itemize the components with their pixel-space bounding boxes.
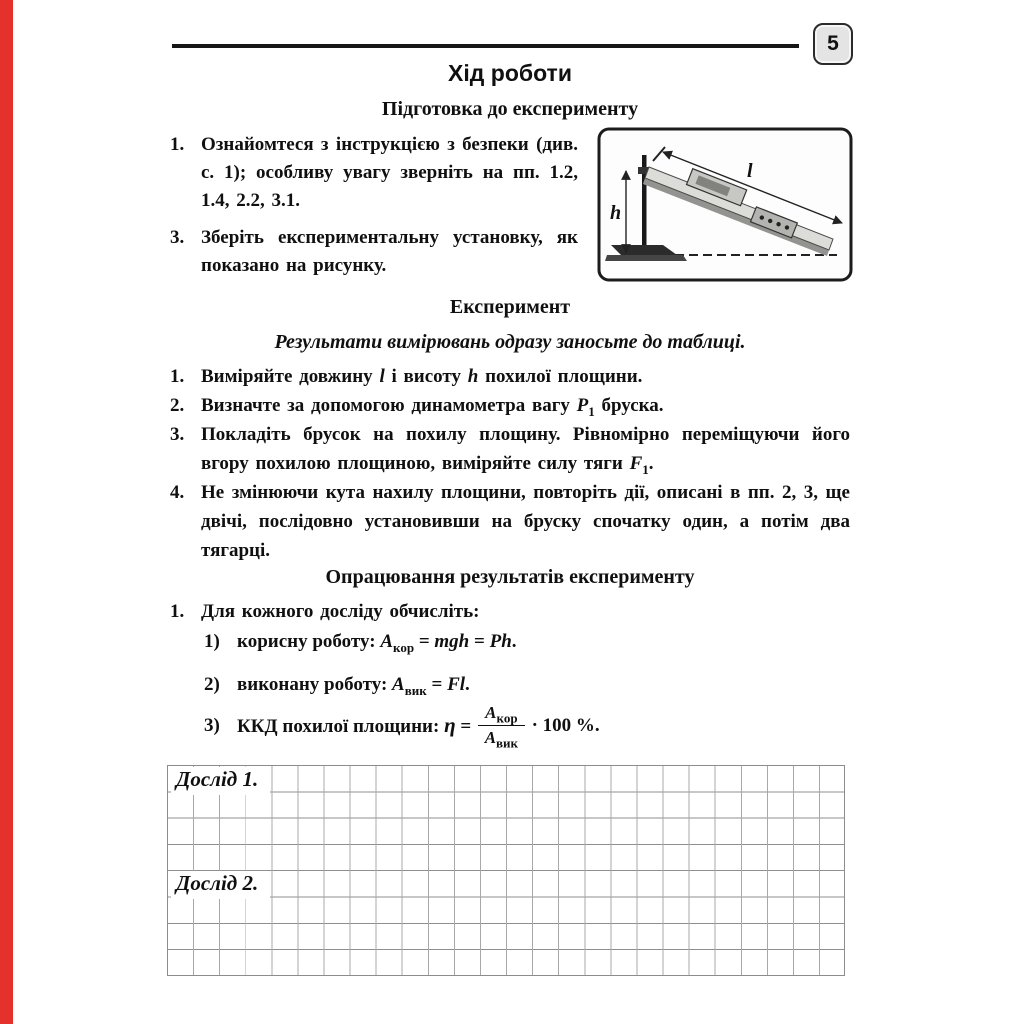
experiment-setup-figure [597,127,853,282]
item-number: 3. [170,424,185,445]
header-rule [172,44,799,48]
list-item [204,631,844,653]
list-item [204,674,844,696]
item-number: 3) [204,714,220,736]
experiment-note: Результати вимірювань одразу заносьте до таблиці. [274,331,746,353]
page-number-badge [813,23,853,65]
list-item [170,224,578,280]
page-number: 5 [827,32,839,55]
item-number: 1. [170,366,185,387]
item-text: Для кожного досліду обчисліть: [201,601,480,622]
list-item [170,601,850,623]
list-item [170,420,850,478]
formula-done-work: виконану роботу: $A_{вик} = Fl$. [237,674,470,698]
preparation-list [170,131,850,280]
list-item [170,362,850,391]
label-h: h [610,202,622,224]
item-text: Визначте за допомогою динамометра вагу $P_1$ бруска. [201,395,664,419]
item-number: 1. [170,601,185,622]
formula-useful-work: корисну роботу: $A_{кор}$ = mgh = Ph. [237,631,517,655]
section-title-experiment: Експеримент [449,296,571,318]
item-number: 2) [204,674,220,695]
section-title-preparation: Підготовка до експерименту [381,98,639,120]
grid-label-doslid-2: Дослід 2. [171,871,270,899]
stand-base-plate [605,255,687,261]
processing-list [170,601,850,623]
formula-tail: · 100 %. [531,714,600,736]
item-number: 4. [170,482,185,503]
fraction [478,703,524,751]
grid-label-doslid-1: Дослід 1. [171,767,270,795]
list-item [170,131,578,215]
item-text: Зберіть експериментальну установку, як показано на рисунку. [201,227,578,276]
formula-efficiency: ККД похилої площини: η = [237,713,472,737]
fraction-denominator: $A_{вик}$ [484,728,519,751]
label-l: l [747,160,753,182]
item-text: Виміряйте довжину l і висоту h похилої площини. [201,366,643,387]
item-text: Ознайомтеся з інструкцією з безпеки (див. с. 1); особливу увагу зверніть на пп. 1.2, 1.4, 2.2, 3.1. [201,134,578,211]
item-number: 1) [204,631,220,652]
item-number: 2. [170,395,185,416]
list-item [170,478,850,565]
list-item [204,703,844,751]
item-number: 1. [170,134,185,155]
experiment-list [170,362,850,565]
item-text: Покладіть брусок на похилу площину. Рівномірно переміщуючи його вгору похилою площиною, виміряйте силу тяги $F_1$. [201,424,850,477]
list-item [170,391,850,420]
item-number: 3. [170,227,185,248]
fraction-numerator: $A_{кор}$ [478,703,524,726]
section-title-processing: Опрацювання результатів експерименту [325,566,695,588]
binding-stripe [0,0,13,1024]
worksheet-grid [167,765,845,976]
page-title: Хід роботи [448,60,572,86]
item-text: Не змінюючи кута нахилу площини, повторіть дії, описані в пп. 2, 3, ще двічі, послідовно установивши на бруску спочатку один, а потім два тягарці. [201,482,850,561]
